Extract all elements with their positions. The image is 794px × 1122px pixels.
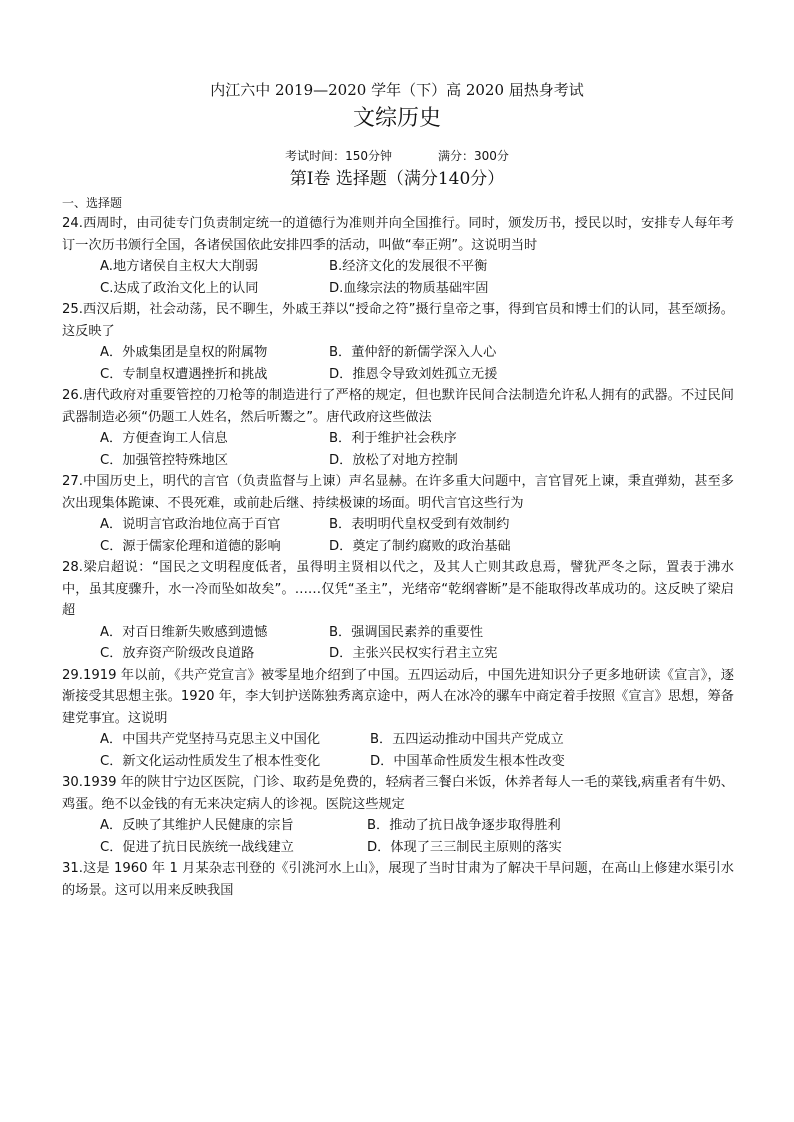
- question-stem: 31.这是 1960 年 1 月某杂志刊登的《引洮河水上山》，展现了当时甘肃为了解决干旱问题，在高山上修建水渠引水的场景。这可以用来反映我国: [62, 861, 734, 898]
- option-d: D．中国革命性质发生根本性改变: [370, 753, 565, 769]
- option-a: A．方便查询工人信息: [100, 431, 228, 446]
- option-d: D．奠定了制约腐败的政治基础: [329, 538, 511, 554]
- option-b: B．强调国民素养的重要性: [329, 624, 484, 640]
- question-options: [62, 729, 734, 772]
- question-options: [62, 514, 734, 557]
- option-b: B．董仲舒的新儒学深入人心: [329, 345, 497, 360]
- question-options: [62, 342, 734, 385]
- option-d: D．放松了对地方控制: [329, 452, 458, 468]
- question-25: [62, 299, 734, 385]
- question-stem: 29.1919 年以前，《共产党宣言》被零星地介绍到了中国。五四运动后，中国先进知识分子更多地研读《宣言》，逐渐接受其思想主张。1920 年，李大钊护送陈独秀离京途中，两人在冰冷的骡车中商定着手按照《宣言》思想，筹备建党事宜。这说明: [62, 667, 734, 726]
- question-stem: 26.唐代政府对重要管控的刀枪等的制造进行了严格的规定，但也默许民间合法制造允许私人拥有的武器。不过民间武器制造必须“仍题工人姓名，然后听鬻之”。唐代政府这些做法: [62, 388, 734, 425]
- option-a: A．对百日维新失败感到遗憾: [100, 624, 268, 640]
- option-a: A．中国共产党坚持马克思主义中国化: [100, 732, 321, 747]
- option-c: C.达成了政治文化上的认同: [100, 280, 259, 296]
- option-d: D．体现了三三制民主原则的落实: [367, 839, 562, 855]
- option-b: B．表明明代皇权受到有效制约: [329, 517, 510, 532]
- question-31: [62, 858, 734, 901]
- option-a: A．外戚集团是皇权的附属物: [100, 345, 268, 360]
- option-d: D．推恩令导致刘姓孤立无援: [329, 366, 498, 382]
- option-d: D.血缘宗法的物质基础牢固: [329, 280, 489, 296]
- option-c: C．加强管控特殊地区: [100, 452, 228, 468]
- question-list: [62, 213, 734, 901]
- option-b: B．利于维护社会秩序: [329, 431, 457, 446]
- option-a: A．说明言官政治地位高于百官: [100, 517, 281, 532]
- question-options: [62, 815, 734, 858]
- question-29: [62, 665, 734, 773]
- subject-title: 文综历史: [352, 106, 441, 131]
- full-score: 满分：300分: [438, 149, 509, 163]
- option-b: B．推动了抗日战争逐步取得胜利: [367, 818, 561, 833]
- question-24: [62, 213, 734, 299]
- option-b: B.经济文化的发展很不平衡: [329, 259, 488, 274]
- option-c: C．新文化运动性质发生了根本性变化: [100, 753, 321, 769]
- question-26: [62, 385, 734, 471]
- question-27: [62, 471, 734, 557]
- question-options: [62, 622, 734, 665]
- question-stem: 25.西汉后期，社会动荡，民不聊生，外戚王莽以“授命之符”摄行皇帝之事，得到官员和博士们的认同，甚至颂扬。这反映了: [62, 302, 734, 339]
- option-c: C．放弃资产阶级改良道路: [100, 646, 255, 661]
- part-title: 第Ⅰ卷 选择题（满分140分）: [289, 169, 505, 189]
- option-c: C．专制皇权遭遇挫折和挑战: [100, 366, 268, 382]
- section-heading: 一、选择题: [62, 196, 123, 210]
- question-stem: 24.西周时，由司徒专门负责制定统一的道德行为准则并向全国推行。同时，颁发历书，授民以时，安排专人每年考订一次历书颁行全国，各诸侯国依此安排四季的活动，叫做“奉正朔”。这说明当时: [62, 216, 734, 253]
- option-a: A．反映了其维护人民健康的宗旨: [100, 818, 294, 833]
- question-stem: 30.1939 年的陕甘宁边区医院，门诊、取药是免费的，轻病者三餐白米饭，休养者每人一毛的菜钱,病重者有牛奶、鸡蛋。绝不以金钱的有无来决定病人的诊视。医院这些规定: [62, 775, 734, 812]
- option-b: B．五四运动推动中国共产党成立: [370, 732, 564, 747]
- question-options: [62, 428, 734, 471]
- option-d: D．主张兴民权实行君主立宪: [329, 646, 498, 661]
- question-28: [62, 557, 734, 665]
- question-30: [62, 772, 734, 858]
- question-stem: 28.梁启超说：“国民之文明程度低者，虽得明主贤相以代之，及其人亡则其政息焉，譬犹严冬之际，置表于沸水中，虽其度骤升，水一冷而坠如故矣”。……仅凭“圣主”，光绪帝“乾纲睿断”是不能取得改革成功的。这反映了梁启超: [62, 560, 734, 618]
- school-exam-title: 内江六中 2019—2020 学年（下）高 2020 届热身考试: [210, 81, 584, 99]
- option-a: A.地方诸侯自主权大大削弱: [100, 259, 259, 274]
- option-c: C．源于儒家伦理和道德的影响: [100, 538, 281, 554]
- exam-time: 考试时间：150分钟: [285, 149, 392, 163]
- question-options: [62, 256, 734, 299]
- question-stem: 27.中国历史上，明代的言官（负责监督与上谏）声名显赫。在许多重大问题中，言官冒死上谏，秉直弹劾，甚至多次出现集体跪谏、不畏死难，或前赴后继、持续极谏的场面。明代言官这些行为: [62, 474, 734, 511]
- exam-info: [0, 147, 794, 164]
- option-c: C．促进了抗日民族统一战线建立: [100, 839, 294, 855]
